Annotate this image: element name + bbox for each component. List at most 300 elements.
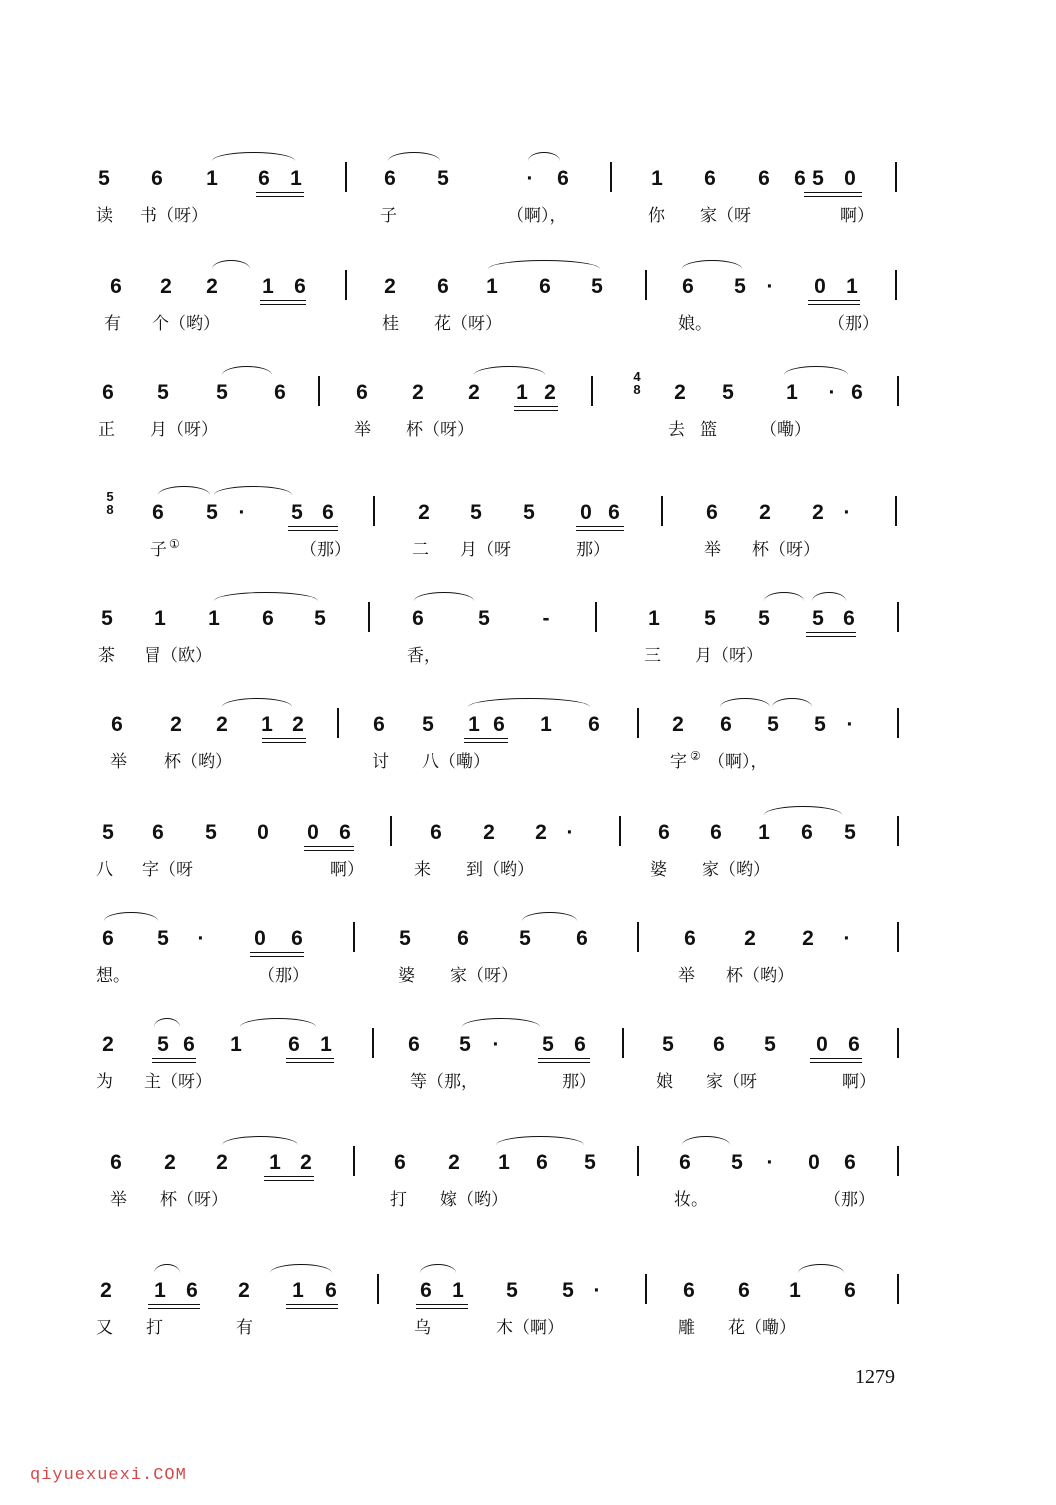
note: 2 [412, 381, 424, 404]
note: 2 [216, 1151, 228, 1174]
note: 6 [291, 927, 303, 950]
note: 2 [100, 1279, 112, 1302]
note: 6 [430, 821, 442, 844]
note: 2 [160, 275, 172, 298]
bar-line [591, 376, 593, 406]
note: 2 [468, 381, 480, 404]
note: 1 [208, 607, 220, 630]
slur-mark [222, 698, 292, 707]
bar-line [897, 816, 899, 846]
note: · [843, 501, 851, 524]
beam-underline [806, 632, 856, 633]
lyric-text: 子 [380, 206, 397, 226]
lyric-text: 打 [146, 1318, 163, 1338]
score-system [0, 1260, 1056, 1350]
note: 5 [562, 1279, 574, 1302]
lyric-text: 婆 [650, 860, 667, 880]
note: 1 [206, 167, 218, 190]
bar-line [353, 922, 355, 952]
note: 5 [704, 607, 716, 630]
score-system [0, 694, 1056, 784]
time-signature: 4 8 [633, 369, 641, 397]
slur-mark [462, 1018, 540, 1027]
bar-line [895, 162, 897, 192]
beam-underline [416, 1308, 468, 1309]
note: 0 [580, 501, 592, 524]
slur-mark [468, 698, 590, 707]
note: 1 [648, 607, 660, 630]
lyric-text: 家（呀 [706, 1072, 757, 1092]
lyric-text: 雕 [678, 1318, 695, 1338]
lyric-text: 乌 [414, 1318, 431, 1338]
score-system [0, 148, 1056, 238]
note: 6 [588, 713, 600, 736]
lyric-text: ② [690, 749, 701, 763]
note: 6 [576, 927, 588, 950]
time-signature: 5 8 [106, 489, 114, 517]
note: 6 [294, 275, 306, 298]
note: 6 [608, 501, 620, 524]
score-system [0, 1132, 1056, 1222]
score-system [0, 1014, 1056, 1104]
beam-underline [810, 1058, 862, 1059]
slur-mark [784, 366, 848, 375]
note: 5 [767, 713, 779, 736]
lyric-text: 木（啊） [496, 1318, 564, 1338]
note: 2 [744, 927, 756, 950]
note: 5 [291, 501, 303, 524]
note: 1 [452, 1279, 464, 1302]
note: 0 [816, 1033, 828, 1056]
beam-underline [576, 530, 624, 531]
bar-line [622, 1028, 624, 1058]
slur-mark [474, 366, 545, 375]
beam-underline [286, 1058, 334, 1059]
note: 5 [157, 1033, 169, 1056]
note: · [766, 275, 774, 298]
note: 1 [290, 167, 302, 190]
lyric-text: 举 [704, 540, 721, 560]
beam-underline [514, 406, 558, 407]
note: 2 [674, 381, 686, 404]
note: 6 [679, 1151, 691, 1174]
lyric-text: 你 [648, 206, 665, 226]
note: 1 [486, 275, 498, 298]
note: 2 [535, 821, 547, 844]
lyric-text: 娘。 [678, 314, 712, 334]
beam-underline [514, 410, 558, 411]
lyric-text: 杯（哟） [726, 966, 794, 986]
note: 2 [759, 501, 771, 524]
note: 2 [418, 501, 430, 524]
note: 6 [843, 607, 855, 630]
lyric-text: 读 [96, 206, 113, 226]
lyric-text: 字（呀 [142, 860, 193, 880]
bar-line [595, 602, 597, 632]
bar-line [318, 376, 320, 406]
note: 5 [216, 381, 228, 404]
note: 6 [384, 167, 396, 190]
note: 6 [373, 713, 385, 736]
lyric-text: 二 [412, 540, 429, 560]
note: 1 [516, 381, 528, 404]
note: 5 [506, 1279, 518, 1302]
beam-underline [256, 192, 304, 193]
note: 6 [102, 927, 114, 950]
note: 6 [493, 713, 505, 736]
note: 1 [498, 1151, 510, 1174]
lyric-text: 那） [562, 1072, 596, 1092]
note: 6 [110, 1151, 122, 1174]
score-system [0, 802, 1056, 892]
lyric-text: 那） [576, 540, 610, 560]
note: 2 [300, 1151, 312, 1174]
bar-line [637, 922, 639, 952]
lyric-text: 举 [110, 752, 127, 772]
note: 5 [662, 1033, 674, 1056]
beam-underline [152, 1058, 196, 1059]
lyric-text: （嘞） [760, 420, 811, 440]
note: 6 [356, 381, 368, 404]
lyric-text: 有 [236, 1318, 253, 1338]
lyric-text: 子 [150, 540, 167, 560]
lyric-text: 花（嘞） [728, 1318, 796, 1338]
note: 0 [307, 821, 319, 844]
note: 6 [539, 275, 551, 298]
note: · [593, 1279, 601, 1302]
slur-mark [212, 260, 250, 269]
note: · [843, 927, 851, 950]
beam-underline [804, 196, 862, 197]
note: 1 [261, 713, 273, 736]
note: 6 [710, 821, 722, 844]
lyric-text: 月（呀 [460, 540, 511, 560]
note: 5 [812, 607, 824, 630]
beam-underline [288, 526, 338, 527]
note: 5 [812, 167, 824, 190]
slur-mark [720, 698, 770, 707]
bar-line [619, 816, 621, 846]
lyric-text: 主（呀） [144, 1072, 212, 1092]
lyric-text: 妆。 [674, 1190, 708, 1210]
bar-line [372, 1028, 374, 1058]
note: 0 [808, 1151, 820, 1174]
lyric-text: 月（呀） [150, 420, 218, 440]
lyric-text: 家（呀 [700, 206, 751, 226]
bar-line [368, 602, 370, 632]
note: 1 [786, 381, 798, 404]
note: 6 [574, 1033, 586, 1056]
note: 2 [292, 713, 304, 736]
note: 5 [399, 927, 411, 950]
lyric-text: 花（呀） [434, 314, 502, 334]
beam-underline [806, 636, 856, 637]
bar-line [897, 1274, 899, 1304]
lyric-text: 来 [414, 860, 431, 880]
note: 5 [205, 821, 217, 844]
note: 1 [320, 1033, 332, 1056]
note: 6 [151, 167, 163, 190]
bar-line [661, 496, 663, 526]
note: 6 [102, 381, 114, 404]
note: 2 [812, 501, 824, 524]
lyric-text: 有 [104, 314, 121, 334]
note: 5 [519, 927, 531, 950]
beam-underline [810, 1062, 862, 1063]
note: 5 [584, 1151, 596, 1174]
note: 6 [183, 1033, 195, 1056]
beam-underline [152, 1062, 196, 1063]
bar-line [897, 376, 899, 406]
lyric-text: 举 [678, 966, 695, 986]
score-system [0, 362, 1056, 452]
slur-mark [414, 592, 474, 601]
note: · [492, 1033, 500, 1056]
note: 0 [254, 927, 266, 950]
note: 6 [683, 1279, 695, 1302]
score-system [0, 588, 1056, 678]
note: 6 [274, 381, 286, 404]
beam-underline [538, 1058, 590, 1059]
note: 5 [314, 607, 326, 630]
note: 2 [544, 381, 556, 404]
note: 1 [468, 713, 480, 736]
beam-underline [148, 1304, 200, 1305]
bar-line [895, 496, 897, 526]
slur-mark [798, 1264, 844, 1273]
lyric-text: 八（嘞） [422, 752, 490, 772]
lyric-text: 娘 [656, 1072, 673, 1092]
bar-line [645, 270, 647, 300]
note: 2 [802, 927, 814, 950]
slur-mark [522, 912, 577, 921]
score-system [0, 908, 1056, 998]
note: 6 [706, 501, 718, 524]
lyric-text: （那） [300, 540, 351, 560]
lyric-text: 又 [96, 1318, 113, 1338]
note: 6 [262, 607, 274, 630]
beam-underline [304, 850, 354, 851]
note: 6 [408, 1033, 420, 1056]
note: 6 [713, 1033, 725, 1056]
lyric-text: 字 [670, 752, 687, 772]
note: 5 [437, 167, 449, 190]
note: · [766, 1151, 774, 1174]
lyric-text: （那） [258, 966, 309, 986]
lyric-text: 举 [354, 420, 371, 440]
note: 5 [731, 1151, 743, 1174]
note: · [197, 927, 205, 950]
slur-mark [222, 366, 272, 375]
lyric-text: 等（那， [410, 1072, 478, 1092]
lyric-text: 想。 [96, 966, 130, 986]
note: 5 [422, 713, 434, 736]
beam-underline [576, 526, 624, 527]
slur-mark [682, 1136, 730, 1145]
lyric-text: 杯（哟） [164, 752, 232, 772]
beam-underline [262, 738, 306, 739]
beam-underline [804, 192, 862, 193]
note: 6 [394, 1151, 406, 1174]
note: 0 [257, 821, 269, 844]
slur-mark [158, 486, 210, 495]
note: 5 [734, 275, 746, 298]
bar-line [895, 270, 897, 300]
note: 2 [216, 713, 228, 736]
note: 6 [794, 167, 806, 190]
note: 5 [459, 1033, 471, 1056]
note: 5 [157, 381, 169, 404]
bar-line [377, 1274, 379, 1304]
lyric-text: 冒（欧） [144, 646, 212, 666]
beam-underline [260, 304, 306, 305]
beam-underline [464, 738, 508, 739]
note: 6 [557, 167, 569, 190]
note: 6 [420, 1279, 432, 1302]
slur-mark [214, 486, 292, 495]
slur-mark [772, 698, 812, 707]
beam-underline [288, 530, 338, 531]
note: 6 [704, 167, 716, 190]
watermark: qiyuexuexi.COM [30, 1466, 187, 1485]
note: 6 [851, 381, 863, 404]
lyric-text: （啊）， [507, 206, 567, 226]
note: 5 [814, 713, 826, 736]
note: 5 [470, 501, 482, 524]
note: 6 [111, 713, 123, 736]
note: 6 [801, 821, 813, 844]
lyric-text: 啊） [840, 206, 874, 226]
bar-line [353, 1146, 355, 1176]
note: 2 [206, 275, 218, 298]
bar-line [897, 602, 899, 632]
note: 6 [437, 275, 449, 298]
note: 5 [844, 821, 856, 844]
bar-line [897, 1146, 899, 1176]
note: 5 [722, 381, 734, 404]
note: 6 [457, 927, 469, 950]
note: 2 [672, 713, 684, 736]
note: 2 [170, 713, 182, 736]
beam-underline [304, 846, 354, 847]
bar-line [373, 496, 375, 526]
note: · [238, 501, 246, 524]
note: 6 [325, 1279, 337, 1302]
lyric-text: （啊）， [708, 752, 768, 772]
lyric-text: 举 [110, 1190, 127, 1210]
note: 1 [758, 821, 770, 844]
note: - [542, 607, 550, 630]
note: 6 [738, 1279, 750, 1302]
lyric-text: 杯（呀） [406, 420, 474, 440]
note: 1 [651, 167, 663, 190]
lyric-text: 月（呀） [695, 646, 763, 666]
bar-line [645, 1274, 647, 1304]
note: 6 [339, 821, 351, 844]
slur-mark [154, 1018, 180, 1027]
bar-line [897, 1028, 899, 1058]
lyric-text: 婆 [398, 966, 415, 986]
note: 1 [269, 1151, 281, 1174]
note: 5 [157, 927, 169, 950]
note: 1 [262, 275, 274, 298]
lyric-text: 啊） [330, 860, 364, 880]
beam-underline [260, 300, 306, 301]
beam-underline [262, 742, 306, 743]
note: 6 [848, 1033, 860, 1056]
slur-mark [682, 260, 742, 269]
bar-line [390, 816, 392, 846]
lyric-text: 家（呀） [450, 966, 518, 986]
note: 6 [844, 1151, 856, 1174]
note: 6 [152, 821, 164, 844]
note: 6 [758, 167, 770, 190]
bar-line [637, 708, 639, 738]
bar-line [897, 708, 899, 738]
score-system [0, 482, 1056, 572]
lyric-text: ① [169, 537, 180, 551]
note: 6 [682, 275, 694, 298]
lyric-text: 桂 [382, 314, 399, 334]
lyric-text: 去 [668, 420, 685, 440]
lyric-text: 三 [644, 646, 661, 666]
note: 6 [110, 275, 122, 298]
slur-mark [764, 592, 804, 601]
note: 6 [186, 1279, 198, 1302]
slur-mark [214, 592, 318, 601]
note: 1 [154, 1279, 166, 1302]
note: 1 [789, 1279, 801, 1302]
note: 6 [684, 927, 696, 950]
beam-underline [264, 1180, 314, 1181]
slur-mark [388, 152, 440, 161]
note: 0 [844, 167, 856, 190]
note: 2 [164, 1151, 176, 1174]
note: 6 [658, 821, 670, 844]
note: 5 [591, 275, 603, 298]
lyric-text: 个（哟） [152, 314, 220, 334]
note: 2 [384, 275, 396, 298]
lyric-text: 为 [96, 1072, 113, 1092]
lyric-text: 篮 [700, 420, 717, 440]
note: 5 [101, 607, 113, 630]
lyric-text: 杯（呀） [752, 540, 820, 560]
note: 0 [814, 275, 826, 298]
lyric-text: 正 [98, 420, 115, 440]
bar-line [897, 922, 899, 952]
note: · [828, 381, 836, 404]
note: 5 [758, 607, 770, 630]
bar-line [345, 270, 347, 300]
lyric-text: 香， [407, 646, 441, 666]
note: 6 [258, 167, 270, 190]
note: 6 [720, 713, 732, 736]
beam-underline [250, 952, 304, 953]
slur-mark [212, 152, 295, 161]
slur-mark [496, 1136, 584, 1145]
beam-underline [256, 196, 304, 197]
score-system [0, 256, 1056, 346]
note: 6 [844, 1279, 856, 1302]
lyric-text: 打 [390, 1190, 407, 1210]
slur-mark [154, 1264, 180, 1273]
slur-mark [764, 806, 842, 815]
note: 2 [448, 1151, 460, 1174]
bar-line [337, 708, 339, 738]
beam-underline [286, 1308, 338, 1309]
slur-mark [222, 1136, 298, 1145]
note: · [526, 167, 534, 190]
